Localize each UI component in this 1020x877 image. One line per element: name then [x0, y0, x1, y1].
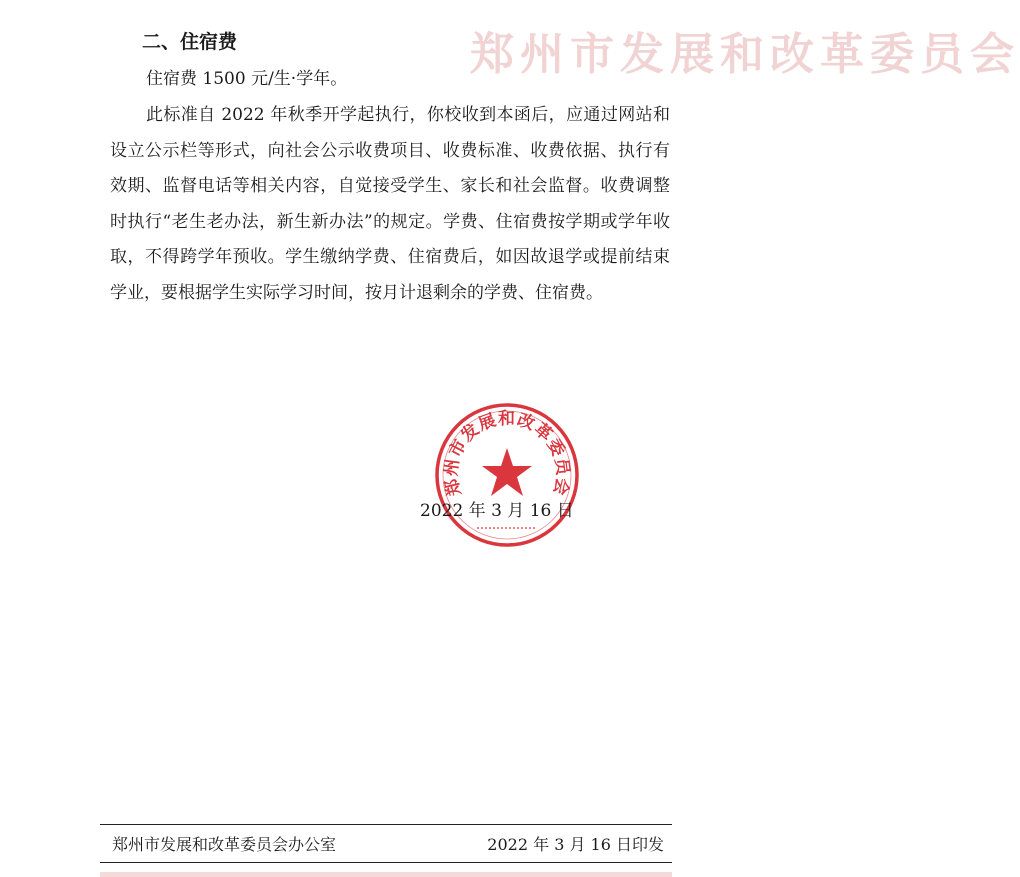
document-body: [110, 22, 670, 311]
body-paragraph: 此标准自 2022 年秋季开学起执行，你校收到本函后，应通过网站和设立公示栏等形式，向社会公示收费项目、收费标准、收费依据、执行有效期、监督电话等相关内容，自觉接受学生、家长和社会监督。收费调整时执行“老生老办法，新生新办法”的规定。学费、住宿费按学期或学年收取，不得跨学年预收。学生缴纳学费、住宿费后，如因故退学或提前结束学业，要根据学生实际学习时间，按月计退剩余的学费、住宿费。: [110, 105, 670, 303]
footer-bottom-rule: [100, 862, 672, 863]
header-watermark: 郑州市发展和改革委员会: [470, 29, 1020, 80]
footer: [112, 832, 664, 855]
bottom-band: [100, 872, 672, 877]
footer-top-rule: [100, 824, 672, 825]
footer-issuer: 郑州市发展和改革委员会办公室: [112, 835, 337, 854]
fee-line: 住宿费 1500 元/生·学年。: [146, 69, 348, 89]
seal-text: 郑州市发展和改革委员会: [441, 409, 573, 498]
signature-date: 2022 年 3 月 16 日: [420, 501, 574, 521]
official-seal-icon: [432, 400, 582, 550]
footer-issue-date: 2022 年 3 月 16 日印发: [487, 835, 664, 854]
section-heading: 二、住宿费: [142, 31, 238, 53]
